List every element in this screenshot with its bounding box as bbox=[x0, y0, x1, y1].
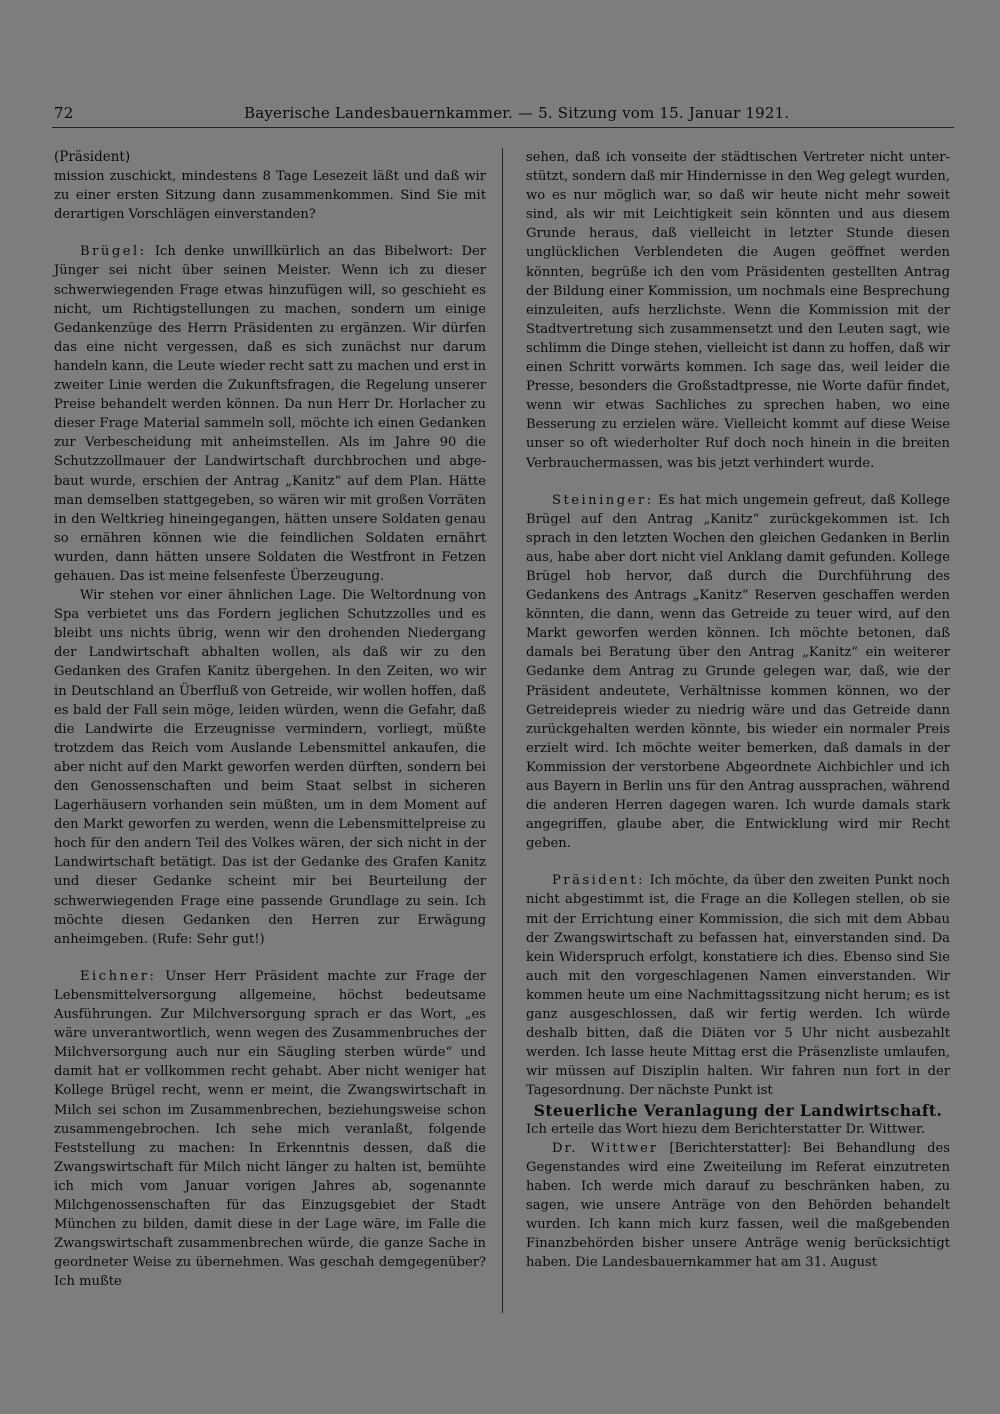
speaker-tag: (Präsident) bbox=[54, 149, 131, 165]
speaker-role: [Berichterstatter]: bbox=[658, 1140, 792, 1156]
header-rule bbox=[52, 127, 954, 128]
speaker-name: Präsident: bbox=[552, 873, 646, 889]
paragraph-text: Unser Herr Präsident machte zur Frage der Lebensmittelversorgung allgemeine, höchst bedeutsame Ausführungen. Zur Milchversorgung sprach er das Wort, „es wäre unverantwortlich, wenn wegen des Zusammenbruches der Milchversorgung auch nur ein Säugling sterben würde“ und damit hat er vollkommen recht gehabt. Aber nicht weniger hat Kollege Brügel recht, wenn er meint, die Zwangswirtschaft in Milch sei schon im Zusammenbrechen, beziehungsweise schon zusammengebrochen. Ich sehe mich veranlaßt, folgende Feststellung zu machen: In Erkenntnis dessen, daß die Zwangswirtschaft für Milch nicht länger zu halten ist, bemühte ich mich vom Januar vorigen Jahres ab, sogenannte Milchgenossenschaften für das Einzugsgebiet der Stadt München zu bilden, damit diese in der Lage wäre, im Falle die Zwangswirtschaft zusammenbrechen würde, die ganze Sache in geordneter Weise zu übernehmen. Was geschah demgegenüber? Ich mußte bbox=[54, 968, 486, 1290]
paragraph: sehen, daß ich vonseite der städtischen Vertreter nicht unterstützt, sondern daß mir Hindernisse in den Weg gelegt wurden, wo es nur möglich war, so daß wir heute nicht mehr soweit sind, als wir mit Leichtigkeit sein könnten und aus diesem Grunde heraus, daß vielleicht in letzter Stunde diesen unglücklichen Verblendeten die Augen geöffnet werden könnten, begrüße ich den vom Präsidenten gestellten Antrag der Bildung einer Kommission, um nochmals eine Besprechung einzuleiten, aufs herzlichste. Wenn die Kommission mit der Stadtvertretung sich zusammensetzt und den Leuten sagt, wie schlimm die Dinge stehen, vielleicht ist dann zu hoffen, daß wir einen Schritt vorwärts kommen. Ich sage das, weil leider die Presse, besonders die Großstadtpresse, nie Worte dafür findet, wenn wir etwas Sachliches zu sprechen haben, wo eine Besserung zu erzielen wäre. Vielleicht kommt auf diese Weise unser so oft wiederholter Ruf doch noch hinein in die breiten Verbrauchermassen, was bis jetzt verhindert wurde. bbox=[526, 150, 950, 471]
paragraph-text: Ich möchte, da über den zweiten Punkt noch nicht abgestimmt ist, die Frage an die Kollegen stellen, ob sie mit der Errichtung einer Kommission, die sich mit dem Abbau der Zwangswirtschaft zu befassen hat, einverstanden sind. Da kein Widerspruch erfolgt, konstatiere ich dies. Ebenso sind Sie auch mit den vorgeschlagenen Namen einverstanden. Wir kommen heute um eine Nachmittagssitzung nicht herum; es ist ganz ausgeschlossen, daß wir fertig werden. Ich würde deshalb bitten, daß die Diäten vor 5 Uhr nicht ausbezahlt werden. Ich lasse heute Mittag erst die Präsenzliste umlaufen, wir müssen auf Disziplin halten. Wir fahren nun fort in der Tagesordnung. Der nächste Punkt ist bbox=[526, 873, 950, 1099]
speaker-name: Eichner: bbox=[80, 968, 157, 984]
left-column bbox=[54, 148, 486, 1291]
paragraph bbox=[526, 491, 950, 854]
speaker-name: Steininger: bbox=[552, 492, 654, 508]
page-number: 72 bbox=[54, 104, 74, 122]
paragraph bbox=[526, 871, 950, 1100]
paragraph: Wir stehen vor einer ähnlichen Lage. Die Weltordnung von Spa verbietet uns das Fordern jeglichen Schutzzolles und es bleibt uns nichts übrig, wenn wir den drohenden Niedergang der Landwirtschaft abhalten wollen, als daß wir zu den Gedanken des Grafen Kanitz übergehen. In den Zeiten, wo wir in Deutschland an Überfluß von Getreide, wir wollen hoffen, daß es bald der Fall sein möge, leiden würden, wenn die Gefahr, daß die Landwirte die Erzeugnisse vermindern, vorliegt, müßte trotzdem das Reich vom Auslande Lebensmittel ankaufen, die aber nicht auf den Markt geworfen werden dürften, sondern bei den Genossenschaften und beim Staat selbst in sicheren Lagerhäusern vorhanden sein müßten, um in dem Moment auf den Markt geworfen zu werden, wenn die Lebensmittelpreise zu hoch für den andern Teil des Volkes wären, der sich nicht in der Landwirtschaft betätigt. Das ist der Gedanke des Grafen Kanitz und dieser Gedanke scheint mir bei Beurteilung der schwerwiegenden Frage eine passende Grundlage zu sein. Ich möchte diesen Gedanken den Herren zur Erwägung anheimgeben. (Rufe: Sehr gut!) bbox=[54, 588, 486, 947]
right-column bbox=[526, 148, 950, 1272]
paragraph-text: Bei Behandlung des Gegenstandes wird eine Zweiteilung im Referat einzutreten haben. Ich werde mich darauf zu beschränken haben, zu sagen, wie unsere Anträge von den Behörden behandelt wurden. Ich kann mich kurz fassen, weil die maßgebenden Finanzbehörden bisher unsere Anträge wenig berücksichtigt haben. Die Landesbauernkammer hat am 31. August bbox=[526, 1140, 950, 1271]
paragraph: mission zuschickt, mindestens 8 Tage Lesezeit läßt und daß wir zu einer ersten Sitzung dann zusammenkommen. Sind Sie mit derartigen Vorschlägen einverstanden? bbox=[54, 169, 486, 223]
column-divider bbox=[502, 148, 503, 1313]
paragraph bbox=[54, 967, 486, 1292]
paragraph bbox=[54, 242, 486, 586]
paragraph-text: Ich denke unwillkürlich an das Bibelwort: Der Jünger sei nicht über seinen Meister. Wenn ich zu dieser schwerwiegenden Frage etwas hinzufügen will, so geschieht es nicht, um Richtigstellungen zu machen, sondern um einige Gedankenzüge des Herrn Präsidenten zu ergänzen. Wir dürfen das eine nicht vergessen, daß es sich zunächst nur darum handeln kann, die Leute wieder recht satt zu machen und erst in zweiter Linie werden die Zukunftsfragen, die Regelung unserer Preise behandelt werden können. Da nun Herr Dr. Horlacher zu dieser Frage Material sammeln soll, möchte ich einen Gedanken zur Verbescheidung mit anheimstellen. Als im Jahre 90 die Schutzzollmauer der Landwirtschaft durchbrochen und abgebaut wurde, erschien der Antrag „Kanitz“ auf dem Plan. Hätte man demselben stattgegeben, so wären wir mit großen Vorräten in den Weltkrieg hineingegangen, hätten unsere Soldaten genau so ernähren können wie die feindlichen Soldaten ernährt wurden, dann hätten unsere Soldaten die Westfront in Fetzen gehauen. Das ist meine felsenfeste Überzeugung. bbox=[54, 244, 486, 584]
section-heading: Steuerliche Veranlagung der Landwirtschaft. bbox=[533, 1100, 943, 1120]
speaker-name: Dr. Wittwer bbox=[552, 1140, 659, 1156]
header-title: Bayerische Landesbauernkammer. — 5. Sitzung vom 15. Januar 1921. bbox=[244, 104, 790, 122]
paragraph bbox=[526, 1139, 950, 1273]
speaker-name: Brügel: bbox=[80, 244, 147, 260]
paragraph-text: Es hat mich ungemein gefreut, daß Kollege Brügel auf den Antrag „Kanitz“ zurückgekommen ist. Ich sprach in den letzten Wochen den gleichen Gedanken in Berlin aus, habe aber dort nicht viel Anklang damit gefunden. Kollege Brügel hob hervor, daß durch die Durchführung des Gedankens des Antrags „Kanitz“ Reserven geschaffen werden könnten, die dann, wenn das Getreide zu teuer wird, auf den Markt geworfen werden können. Ich möchte betonen, daß damals bei Beratung über den Antrag „Kanitz“ ein weiterer Gedanke dem Antrag zu Grunde gelegen war, daß, wie der Präsident andeutete, Verhältnisse kommen können, wo der Getreidepreis wieder zu niedrig wäre und das Getreide dann zurückgehalten werden könnte, bis wieder ein normaler Preis erzielt wird. Ich möchte weiter bemerken, daß damals in der Kommission der verstorbene Abgeordnete Aichbichler und ich aus Bayern in Berlin uns für den Antrag aussprachen, während die anderen Herren dagegen waren. Ich wurde damals stark angegriffen, glaube aber, die Entwicklung wird mir Recht geben. bbox=[526, 492, 950, 852]
paragraph: Ich erteile das Wort hiezu dem Berichterstatter Dr. Wittwer. bbox=[526, 1121, 926, 1137]
